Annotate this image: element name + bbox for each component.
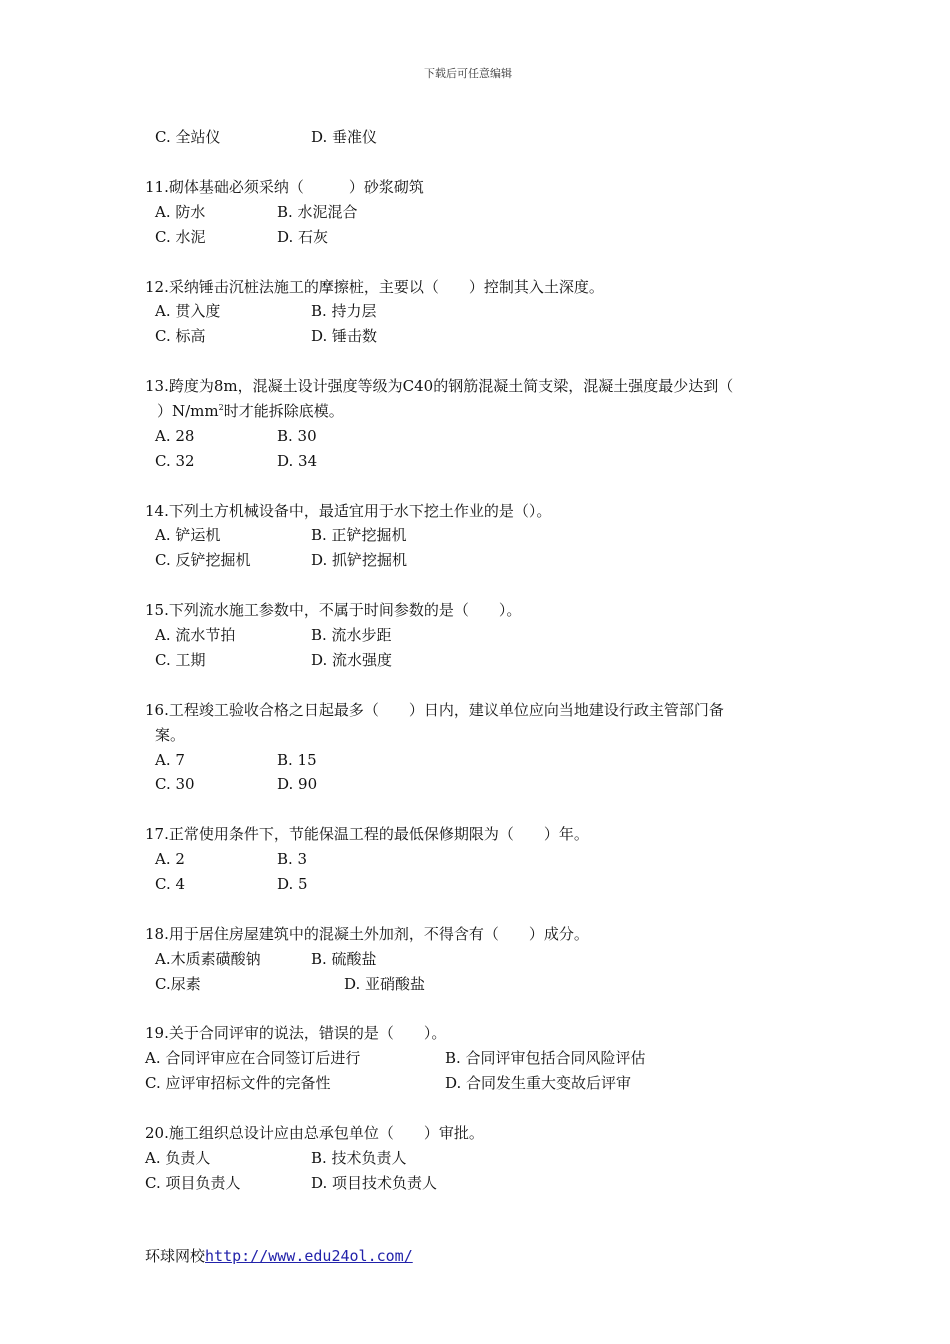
question-16-stem-line-2: 案。 (155, 726, 186, 744)
question-18-option-a: A.木质素磺酸钠 (155, 950, 261, 968)
superscript: 2 (218, 403, 224, 412)
question-11-option-c: C. 水泥 (155, 228, 206, 246)
question-19-option-c: C. 应评审招标文件的完备性 (145, 1074, 331, 1092)
question-14-option-b: B. 正铲挖掘机 (311, 526, 407, 544)
footer-label: 环球网校 (145, 1247, 206, 1265)
question-19-option-b: B. 合同评审包括合同风险评估 (445, 1049, 646, 1067)
question-17-option-d: D. 5 (277, 875, 308, 893)
option-c: C. 全站仪 (155, 128, 221, 146)
question-12-option-b: B. 持力层 (311, 302, 377, 320)
question-15-stem: 15.下列流水施工参数中，不属于时间参数的是（ ）。 (145, 601, 522, 619)
question-13-option-c: C. 32 (155, 452, 195, 470)
question-15-option-b: B. 流水步距 (311, 626, 392, 644)
question-20-option-c: C. 项目负责人 (145, 1174, 241, 1192)
question-14-stem: 14.下列土方机械设备中，最适宜用于水下挖土作业的是（）。 (145, 502, 552, 520)
question-14-option-c: C. 反铲挖掘机 (155, 551, 251, 569)
question-20-stem: 20.施工组织总设计应由总承包单位（ ）审批。 (145, 1124, 484, 1142)
question-14-option-a: A. 铲运机 (155, 526, 221, 544)
page-header: 下载后可任意编辑 (424, 67, 512, 80)
question-13-option-a: A. 28 (155, 427, 195, 445)
question-16-option-a: A. 7 (155, 751, 185, 769)
question-18-option-c: C.尿素 (155, 975, 201, 993)
question-11-option-b: B. 水泥混合 (277, 203, 358, 221)
question-17-option-a: A. 2 (155, 850, 185, 868)
question-15-option-c: C. 工期 (155, 651, 206, 669)
question-18-option-b: B. 硫酸盐 (311, 950, 377, 968)
question-12-option-d: D. 锤击数 (311, 327, 378, 345)
question-11-option-d: D. 石灰 (277, 228, 329, 246)
question-13-option-b: B. 30 (277, 427, 317, 445)
footer (145, 1246, 413, 1266)
question-20-option-d: D. 项目技术负责人 (311, 1174, 438, 1192)
question-16-option-b: B. 15 (277, 751, 317, 769)
question-16-option-c: C. 30 (155, 775, 195, 793)
question-17-option-c: C. 4 (155, 875, 186, 893)
question-20-option-a: A. 负责人 (145, 1149, 211, 1167)
question-18-option-d: D. 亚硝酸盐 (344, 975, 426, 993)
question-17-stem: 17.正常使用条件下，节能保温工程的最低保修期限为（ ）年。 (145, 825, 589, 843)
question-13-stem-line-2 (157, 401, 344, 421)
question-13-option-d: D. 34 (277, 452, 318, 470)
option-d: D. 垂准仪 (311, 128, 378, 146)
question-18-stem: 18.用于居住房屋建筑中的混凝土外加剂，不得含有（ ）成分。 (145, 925, 589, 943)
question-12-stem: 12.采纳锤击沉桩法施工的摩擦桩，主要以（ ）控制其入土深度。 (145, 278, 604, 296)
question-16-option-d: D. 90 (277, 775, 318, 793)
stem-text: 时才能拆除底模。 (223, 402, 344, 420)
question-13-stem: 13.跨度为8m，混凝土设计强度等级为C40的钢筋混凝土简支梁，混凝土强度最少达到（ (145, 377, 734, 395)
question-15-option-a: A. 流水节拍 (155, 626, 236, 644)
question-17-option-b: B. 3 (277, 850, 308, 868)
footer-link[interactable]: http://www.edu24ol.com/ (205, 1247, 413, 1265)
question-16-stem: 16.工程竣工验收合格之日起最多（ ）日内，建议单位应向当地建设行政主管部门备 (145, 701, 724, 719)
question-12-option-c: C. 标高 (155, 327, 206, 345)
question-11-stem: 11.砌体基础必须采纳（ ）砂浆砌筑 (145, 178, 424, 196)
question-19-option-a: A. 合同评审应在合同签订后进行 (145, 1049, 361, 1067)
stem-text: ）N/mm (157, 402, 219, 420)
question-11-option-a: A. 防水 (155, 203, 206, 221)
question-19-option-d: D. 合同发生重大变故后评审 (445, 1074, 632, 1092)
question-14-option-d: D. 抓铲挖掘机 (311, 551, 408, 569)
question-15-option-d: D. 流水强度 (311, 651, 393, 669)
question-19-stem: 19.关于合同评审的说法，错误的是（ ）。 (145, 1024, 447, 1042)
question-12-option-a: A. 贯入度 (155, 302, 221, 320)
question-20-option-b: B. 技术负责人 (311, 1149, 407, 1167)
